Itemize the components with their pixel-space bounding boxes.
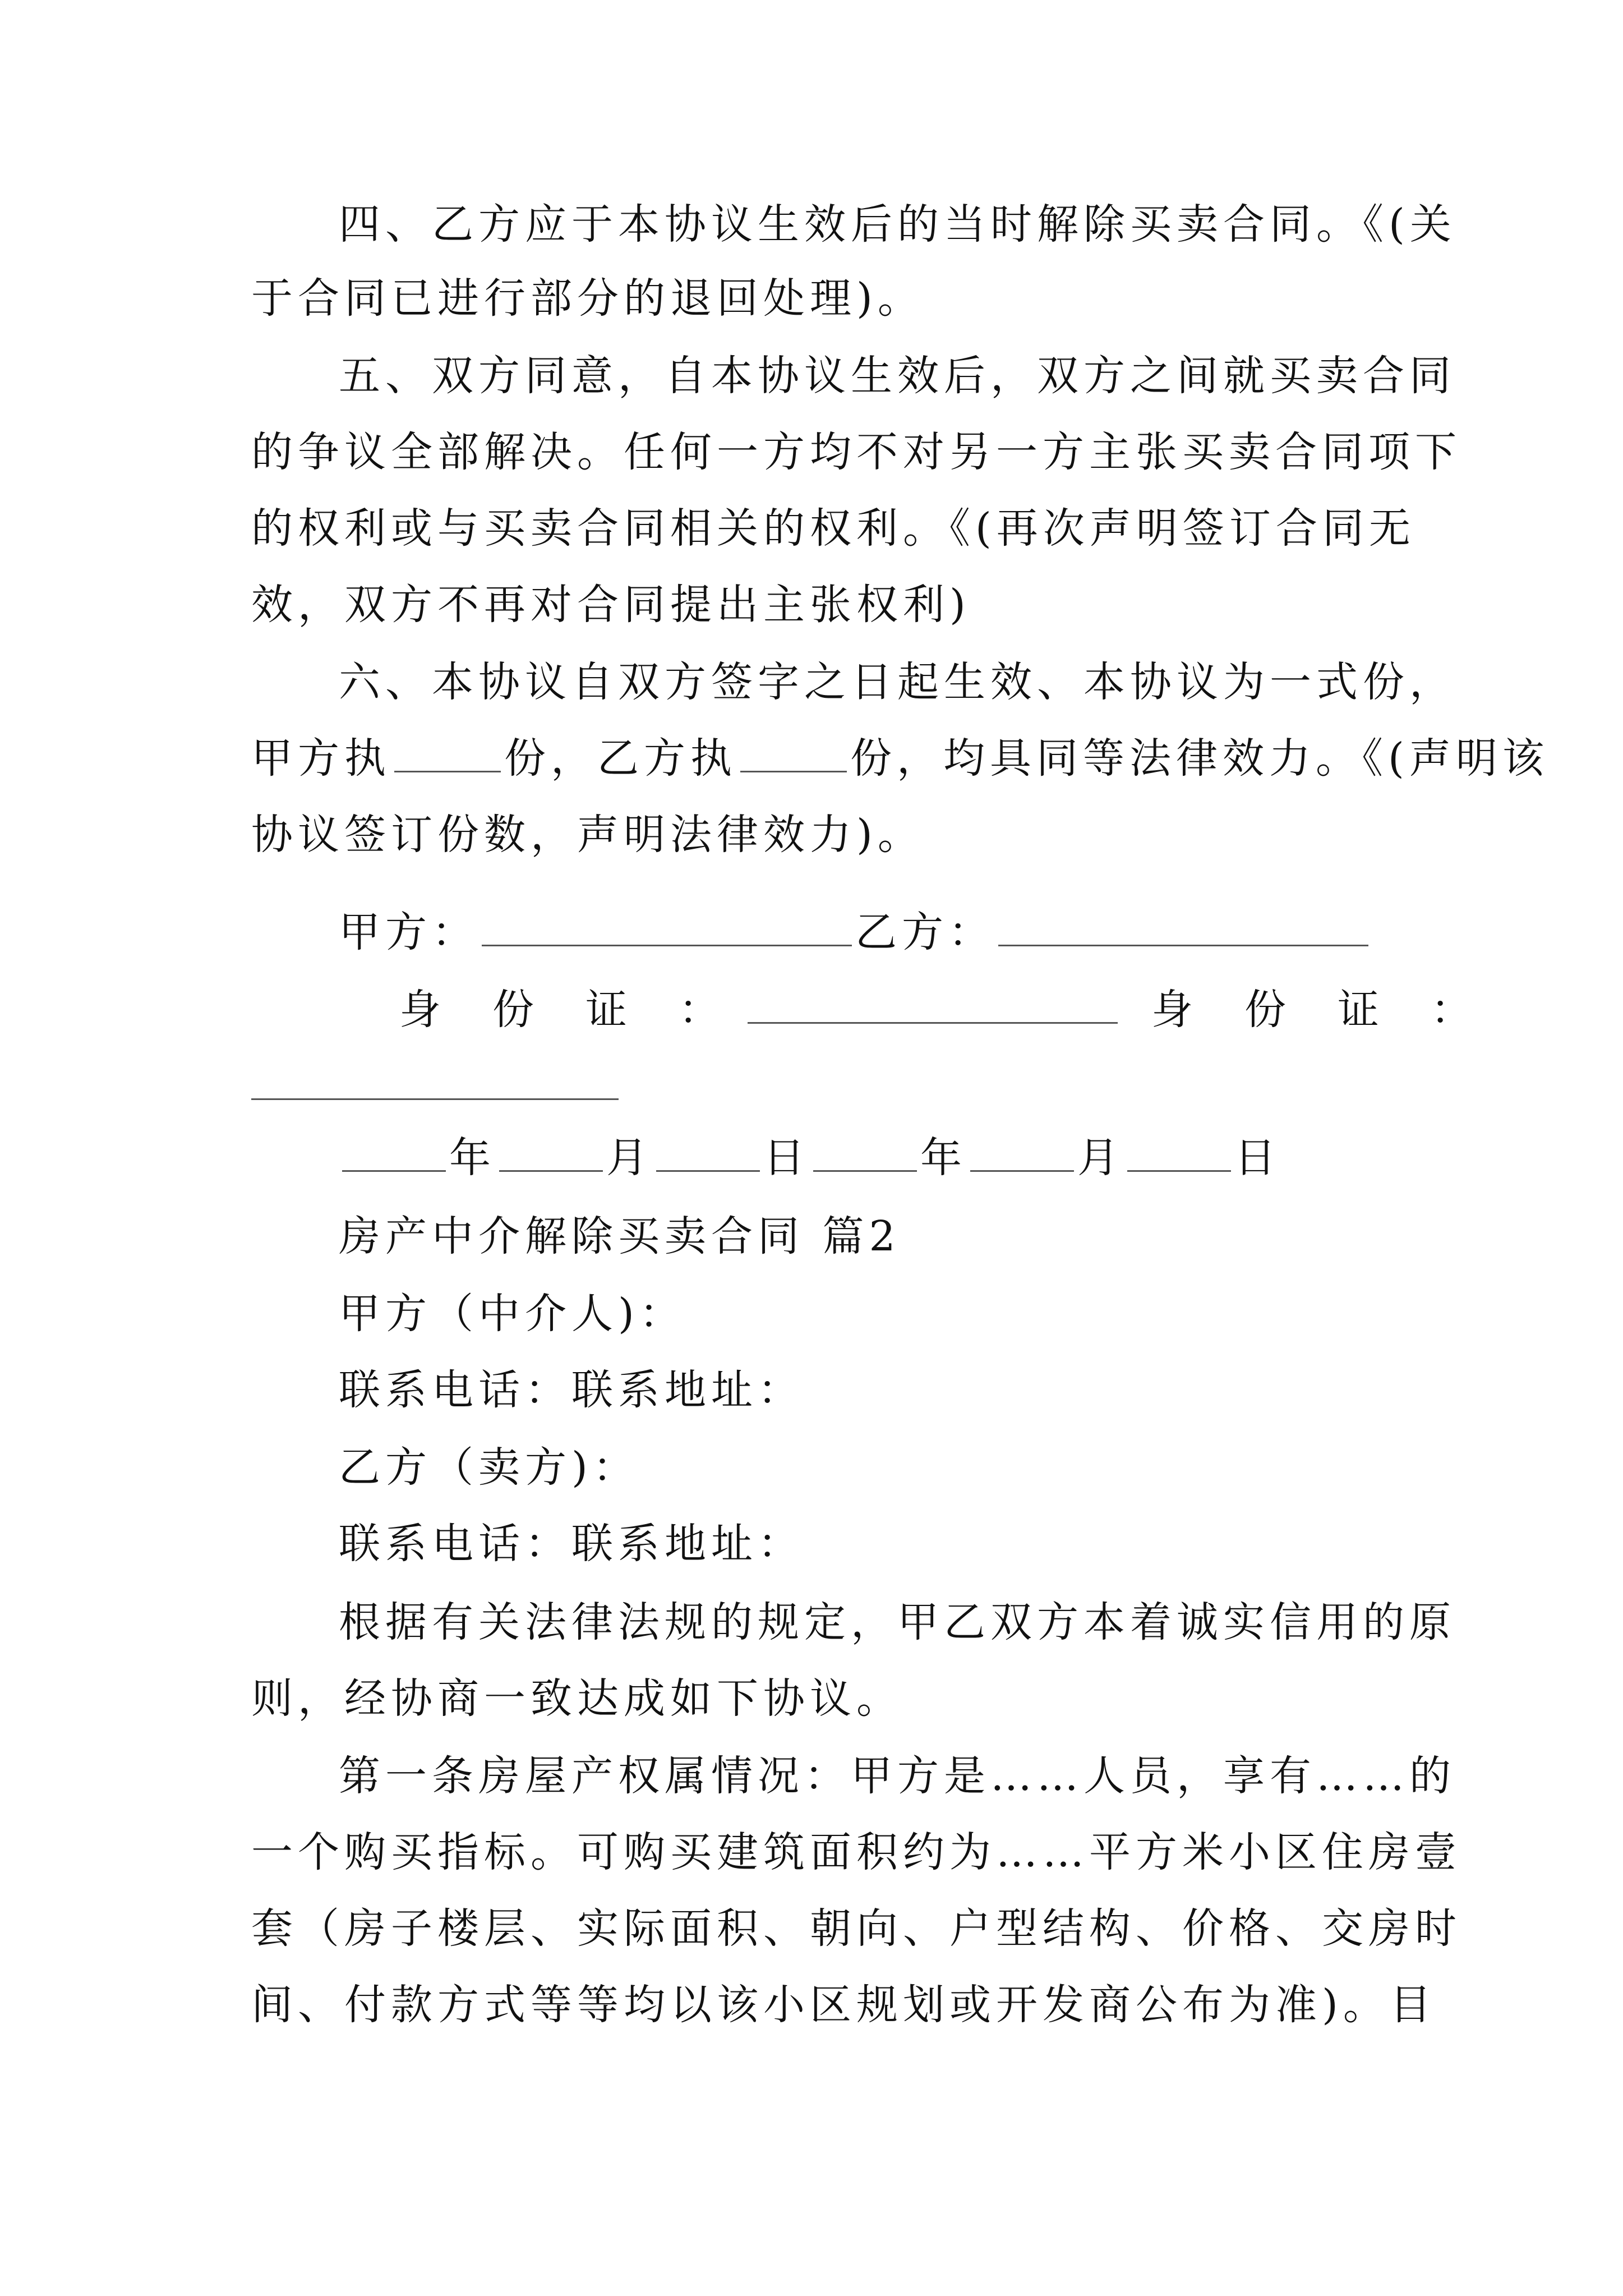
article-1-line-1: 第一条房屋产权属情况：甲方是……人员，享有……的 [339, 1752, 1456, 1800]
party-b-month-blank [970, 1133, 1074, 1172]
party-b-seller: 乙方（卖方)： [339, 1443, 639, 1492]
party-a-copies-label: 甲方执 [251, 734, 391, 783]
party-a-contact: 联系电话：联系地址： [339, 1366, 804, 1414]
party-b-signature-blank [998, 908, 1368, 946]
day-label: 日 [763, 1134, 810, 1182]
id-card-line [399, 983, 1477, 1037]
party-b-copies-label: 份，乙方执 [504, 734, 737, 783]
party-a-day-blank [656, 1133, 760, 1172]
preamble-line-1: 根据有关法律法规的规定，甲乙双方本着诚实信用的原 [339, 1598, 1456, 1646]
party-a-copies-blank [394, 734, 501, 772]
paragraph-5-line-2: 的争议全部解决。任何一方均不对另一方主张买卖合同项下 [251, 428, 1461, 476]
party-b-contact: 联系电话：联系地址： [339, 1520, 804, 1568]
party-a-id-label: 身 份 证 ： [399, 986, 725, 1034]
month-label: 月 [1077, 1134, 1124, 1182]
paragraph-4-line-2: 于合同已进行部分的退回处理)。 [251, 274, 924, 323]
party-b-id-label: 身 份 证 ： [1151, 986, 1477, 1034]
party-a-label: 甲方： [339, 908, 478, 956]
article-1-line-2: 一个购买指标。可购买建筑面积约为……平方米小区住房壹 [251, 1828, 1461, 1876]
party-b-day-blank [1127, 1133, 1231, 1172]
preamble-line-2: 则，经协商一致达成如下协议。 [251, 1674, 903, 1723]
paragraph-5-line-1: 五、双方同意，自本协议生效后，双方之间就买卖合同 [339, 352, 1456, 400]
party-a-id-blank [748, 985, 1118, 1024]
paragraph-5-line-4: 效，双方不再对合同提出主张权利) [251, 581, 971, 629]
party-a-year-blank [342, 1133, 446, 1172]
party-b-id-blank [251, 1098, 619, 1100]
year-label: 年 [920, 1134, 967, 1182]
party-a-month-blank [499, 1133, 603, 1172]
section-heading: 房产中介解除买卖合同 篇2 [339, 1212, 901, 1260]
month-label: 月 [606, 1134, 653, 1182]
signature-parties-line [339, 905, 1372, 959]
party-a-intermediary: 甲方（中介人)： [339, 1290, 686, 1338]
party-b-year-blank [813, 1133, 917, 1172]
paragraph-4-line-1: 四、乙方应于本协议生效后的当时解除买卖合同。《(关 [339, 200, 1456, 249]
party-a-signature-blank [482, 908, 852, 946]
year-label: 年 [449, 1134, 496, 1182]
paragraph-6-line-1: 六、本协议自双方签字之日起生效、本协议为一式份， [339, 658, 1456, 706]
paragraph-6-line-2 [251, 731, 1549, 785]
legal-effect-text: 份，均具同等法律效力。《(声明该 [850, 734, 1549, 783]
paragraph-6-line-3: 协议签订份数，声明法律效力)。 [251, 811, 924, 859]
party-b-copies-blank [740, 734, 847, 772]
article-1-line-3: 套（房子楼层、实际面积、朝向、户型结构、价格、交房时 [251, 1904, 1461, 1953]
paragraph-5-line-3: 的权利或与买卖合同相关的权利。《(再次声明签订合同无 [251, 504, 1415, 553]
article-1-line-4: 间、付款方式等等均以该小区规划或开发商公布为准)。目 [251, 1981, 1436, 2029]
day-label: 日 [1234, 1134, 1281, 1182]
party-b-label: 乙方： [855, 908, 995, 956]
date-line [339, 1131, 1281, 1185]
